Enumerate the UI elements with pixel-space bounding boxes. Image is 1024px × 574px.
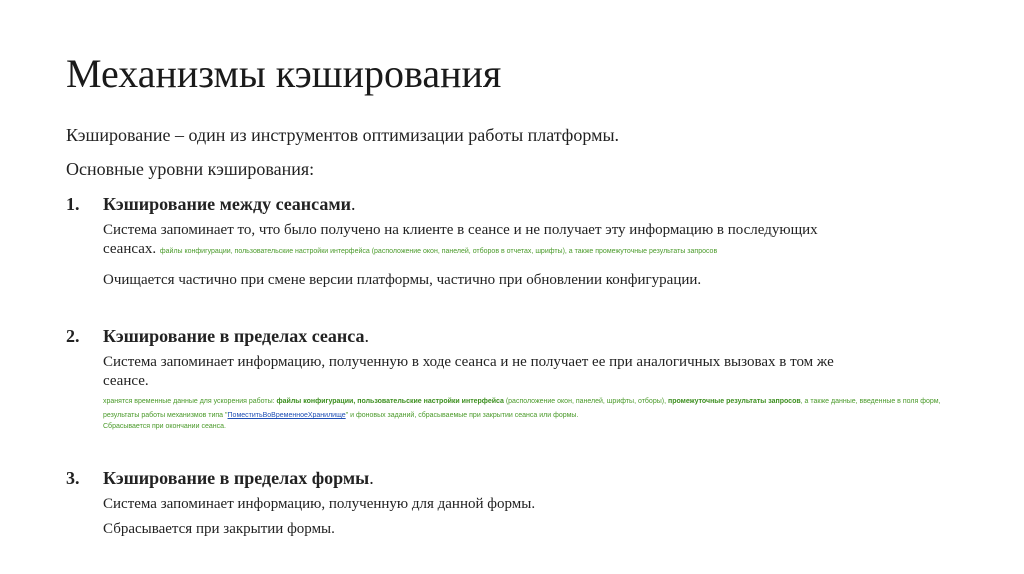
item-3-line1: Система запоминает информацию, полученную для данной формы. <box>103 496 536 512</box>
item-2-number: 2. <box>66 326 80 346</box>
temp-storage-link[interactable]: ПоместитьВоВременноеХранилище <box>227 412 346 419</box>
item-1-line2: сеансах. <box>103 241 157 257</box>
item-3-line2: Сбрасывается при закрытии формы. <box>103 521 335 537</box>
item-2-note-b: файлы конфигурации, пользовательские настройки интерфейса <box>276 398 504 405</box>
levels-label: Основные уровни кэширования: <box>66 159 315 179</box>
item-2-note-c: (расположение окон, панелей, шрифты, отборы), <box>503 398 668 405</box>
item-2-note <box>103 395 953 423</box>
item-2-note-e: , а также данные, введенные в поля форм, результаты работы механизмов типа " <box>103 398 941 419</box>
item-2-note2: Сбрасывается при окончании сеанса. <box>103 423 226 430</box>
item-1-heading-text: Кэширование между сеансами <box>103 194 351 214</box>
item-3-heading <box>103 467 374 489</box>
item-2-note-a: хранятся временные данные для ускорения работы: <box>103 398 277 405</box>
item-3-number: 3. <box>66 468 80 488</box>
item-2-line1: Система запоминает информацию, полученную в ходе сеанса и не получает ее при аналогичных вызовах в том же <box>103 354 834 370</box>
item-2-description <box>103 353 963 391</box>
item-1-number: 1. <box>66 194 80 214</box>
item-3-heading-text: Кэширование в пределах формы <box>103 468 370 488</box>
item-2-heading-text: Кэширование в пределах сеанса <box>103 326 365 346</box>
page-title: Механизмы кэширования <box>66 51 502 96</box>
item-1-line1: Система запоминает то, что было получено на клиенте в сеансе и не получает эту информацию в последующих <box>103 222 818 238</box>
item-2-note-d: промежуточные результаты запросов <box>667 398 801 405</box>
item-1-note: файлы конфигурации, пользовательские настройки интерфейса (расположение окон, панелей, отборов в отчетах, шрифты), а также промежуточные результаты запросов <box>159 248 718 255</box>
item-1-description <box>103 221 963 259</box>
item-1-line2-row <box>103 240 963 259</box>
item-1-line3: Очищается частично при смене версии платформы, частично при обновлении конфигурации. <box>103 272 702 288</box>
item-2-heading-dot: . <box>364 326 370 346</box>
item-1-heading-dot: . <box>351 194 356 214</box>
item-2-line2: сеансе. <box>103 373 149 389</box>
item-1-heading <box>103 193 356 215</box>
intro-text: Кэширование – один из инструментов оптимизации работы платформы. <box>66 125 620 145</box>
item-2-note-f: " и фоновых заданий, сбрасываемые при закрытии сеанса или формы. <box>345 412 579 419</box>
item-3-heading-dot: . <box>369 468 374 488</box>
item-2-heading <box>103 325 369 347</box>
